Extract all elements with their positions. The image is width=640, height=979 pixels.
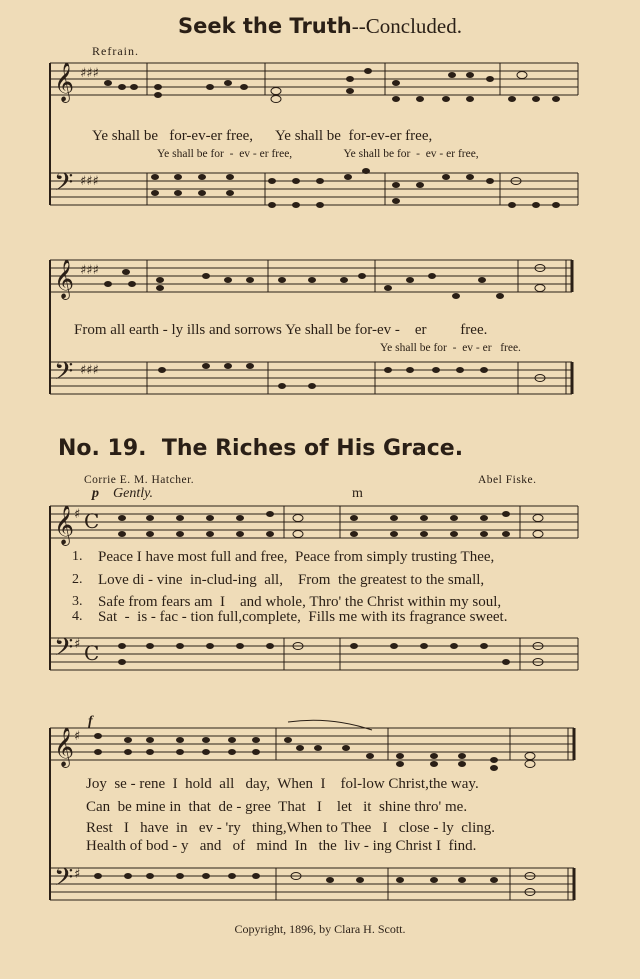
dynamic-m: m: [352, 486, 363, 501]
composer-credit: Abel Fiske.: [478, 474, 537, 486]
svg-text:♯♯♯: ♯♯♯: [80, 263, 99, 278]
verse-line-a: Peace I have most full and free, Peace from simply trusting Thee,: [98, 549, 495, 565]
lyric-echo-line-2: Ye shall be for - ev - er free.: [380, 342, 521, 354]
lyric-line-2: From all earth - ly ills and sorrows Ye shall be for-ev - er free.: [74, 322, 488, 338]
svg-text:♯: ♯: [74, 729, 81, 744]
tempo-marking: Gently.: [113, 486, 154, 501]
dynamic-f: f: [88, 714, 93, 729]
verse-line-b: Rest I have in ev - 'ry thing,When to Thee I close - ly cling.: [86, 820, 495, 836]
hymn-title: The Riches of His Grace.: [161, 436, 464, 461]
hymn-heading: [58, 436, 463, 461]
page-title: [0, 14, 640, 39]
dynamic-p: p: [92, 486, 99, 501]
verse-number: 2.: [72, 572, 83, 587]
verse-line-a: Sat - is - fac - tion full,complete, Fills me with its fragrance sweet.: [98, 609, 508, 625]
copyright-notice: Copyright, 1896, by Clara H. Scott.: [234, 922, 406, 936]
title-suffix: --Concluded.: [351, 14, 462, 38]
title-text: Seek the Truth: [178, 14, 352, 38]
lyricist-credit: Corrie E. M. Hatcher.: [84, 474, 195, 486]
svg-text:♯♯♯: ♯♯♯: [80, 66, 99, 81]
svg-text:𝄢: 𝄢: [54, 357, 74, 392]
lyric-echo-line-1: Ye shall be for - ev - er free, Ye shall be for - ev - er free,: [157, 148, 479, 160]
svg-text:C: C: [84, 641, 100, 665]
svg-text:𝄢: 𝄢: [54, 633, 74, 668]
verse-line-a: Safe from fears am I and whole, Thro' the Christ within my soul,: [98, 594, 502, 610]
svg-text:C: C: [84, 509, 100, 533]
hymn-number: No. 19.: [58, 436, 147, 461]
verse-number: 1.: [72, 549, 83, 564]
svg-text:♯♯♯: ♯♯♯: [80, 363, 99, 378]
verse-number: 3.: [72, 594, 83, 609]
svg-text:𝄢: 𝄢: [54, 863, 74, 898]
svg-text:♯: ♯: [74, 507, 81, 522]
verse-line-b: Joy se - rene I hold all day, When I fol-low Christ,the way.: [86, 776, 479, 792]
verse-number: 4.: [72, 609, 83, 624]
svg-text:𝄞: 𝄞: [54, 727, 75, 767]
svg-text:𝄢: 𝄢: [54, 168, 74, 203]
refrain-label: Refrain.: [92, 44, 139, 58]
svg-text:𝄞: 𝄞: [54, 505, 75, 545]
verse-line-b: Can be mine in that de - gree That I let it shine thro' me.: [86, 799, 468, 815]
svg-text:𝄞: 𝄞: [54, 259, 75, 299]
verse-line-b: Health of bod - y and of mind In the liv - ing Christ I find.: [86, 838, 477, 854]
svg-text:♯♯♯: ♯♯♯: [80, 174, 99, 189]
lyric-line-1: Ye shall be for-ev-er free, Ye shall be for-ev-er free,: [92, 128, 433, 144]
verse-line-a: Love di - vine in-clud-ing all, From the greatest to the small,: [98, 572, 485, 588]
svg-text:♯: ♯: [74, 637, 81, 652]
svg-text:𝄞: 𝄞: [54, 62, 75, 102]
svg-text:♯: ♯: [74, 867, 81, 882]
